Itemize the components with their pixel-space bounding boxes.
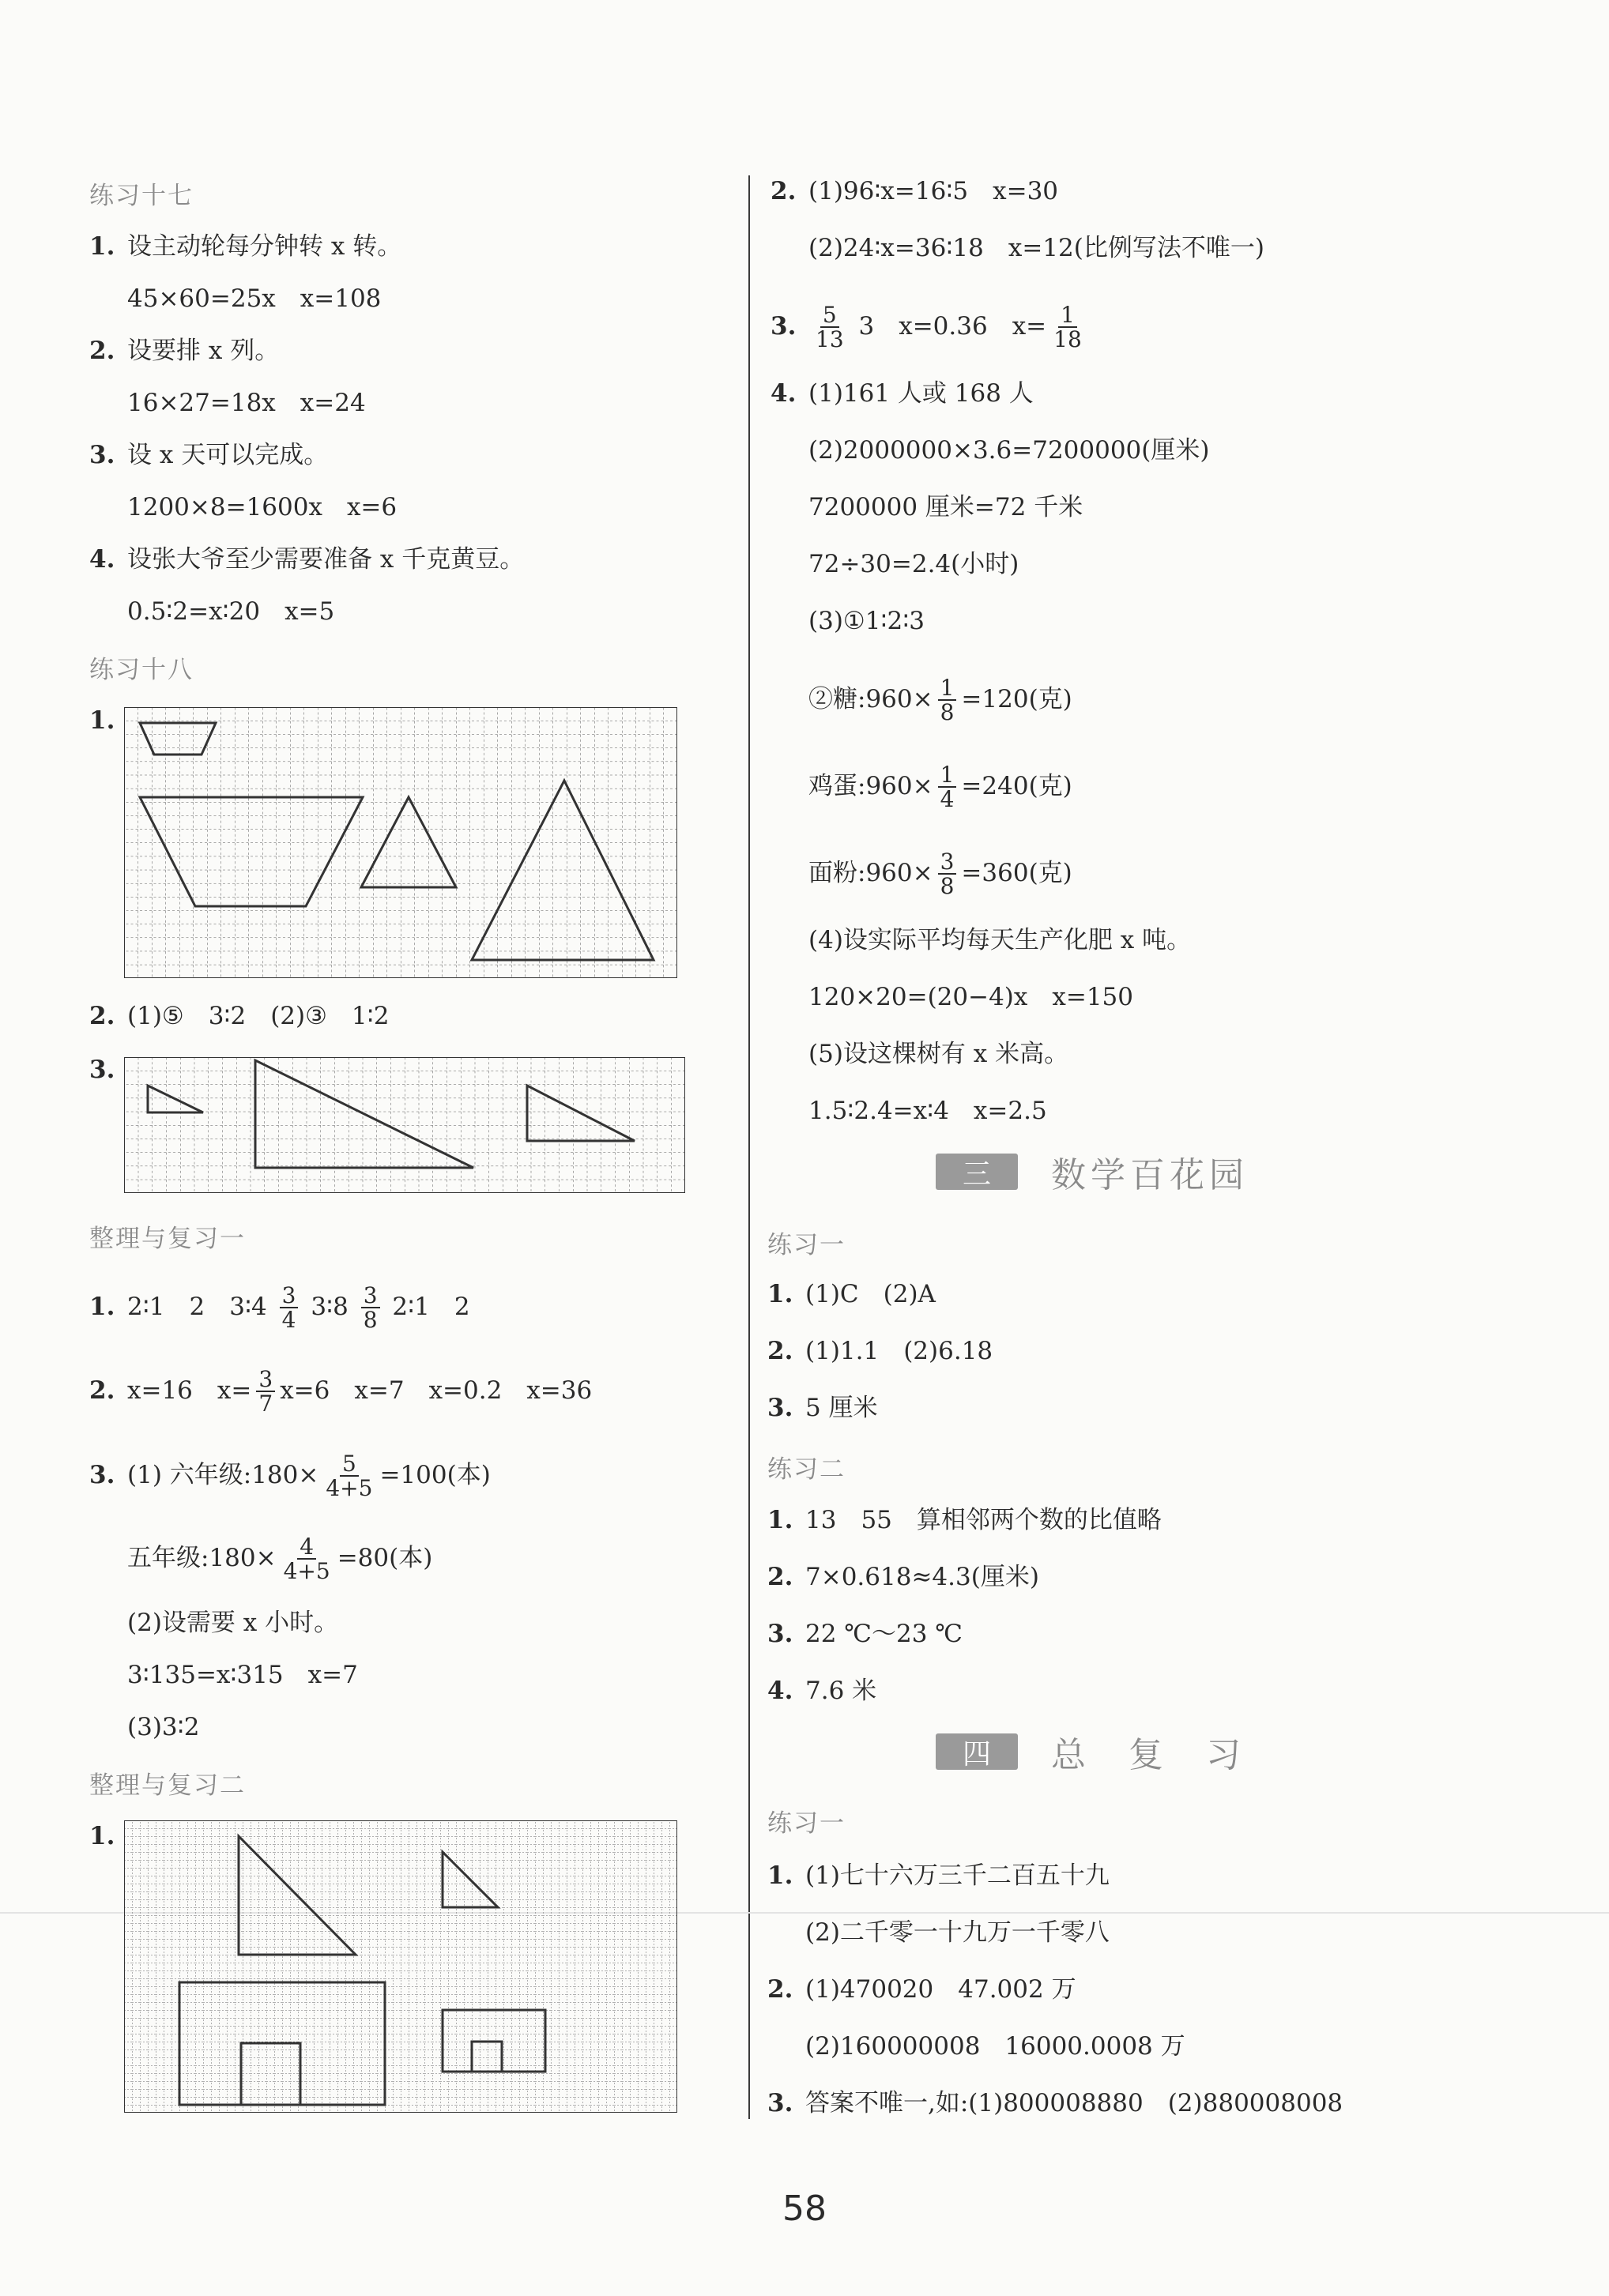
fraction: $\frac{1}{8}$ [938,676,957,725]
answer-line: 2. (1)470020 47.002 万 [767,1975,1076,2004]
fraction: $\frac{1}{4}$ [938,763,957,811]
answer-line: (5)设这棵树有 x 米高。 [808,1040,1069,1068]
answer-line: 1.5∶2.4=x∶4 x=2.5 [808,1097,1047,1125]
answer-line: 鸡蛋:960× $\frac{1}{4}$ =240(克) [808,762,1072,813]
chapter-number-badge: 三 [936,1154,1018,1190]
grid-figure-1 [124,707,677,978]
chapter-title: 总 复 习 [1051,1735,1257,1775]
answer-line: 面粉:960× $\frac{3}{8}$ =360(克) [808,849,1072,900]
chapter-number-badge: 四 [936,1733,1018,1770]
answer-line: 1. (1)七十六万三千二百五十九 [767,1861,1110,1890]
answer-line: 1. 设主动轮每分钟转 x 转。 [89,232,402,261]
answer-line: 3. (1) 六年级:180× $\frac{5}{4+5}$ =100(本) [89,1451,491,1502]
answer-line: 1. (1)C (2)A [767,1280,936,1308]
answer-line: 2. (1)1.1 (2)6.18 [767,1337,993,1365]
answer-line: (2)二千零一十九万一千零八 [805,1918,1110,1947]
question-number: 3. [89,1056,115,1084]
answer-line: (3)3∶2 [127,1713,200,1741]
section-title-review-2: 整理与复习二 [89,1771,246,1800]
chapter-heading-4 [936,1729,1257,1775]
grid-figure-3 [124,1057,685,1193]
answer-line: 1. 2∶1 2 3∶4 $\frac{3}{4}$ 3∶8 $\frac{3}{8}$ 2∶1 2 [89,1282,470,1334]
fraction: $\frac{5}{13}$ [816,302,844,353]
answer-line: 2. (1)⑤ 3∶2 (2)③ 1∶2 [89,1002,390,1030]
answer-line: 72÷30=2.4(小时) [808,550,1019,578]
answer-line: 1. 13 55 算相邻两个数的比值略 [767,1506,1162,1534]
section-title: 练习一 [767,1231,846,1259]
chapter-heading-3 [936,1149,1249,1195]
answer-line: 4. (1)161 人或 168 人 [771,379,1034,408]
answer-line: 2. x=16 x= $\frac{3}{7}$ x=6 x=7 x=0.2 x=36 [89,1366,593,1417]
page-number: 58 [782,2189,827,2229]
chapter-title: 数学百花园 [1051,1155,1249,1195]
answer-line: 3. $\frac{5}{13}$ 3 x=0.36 x= $\frac{1}{18}$ [771,303,1089,352]
answer-line: 3. 设 x 天可以完成。 [89,441,329,469]
answer-line: 3. 答案不唯一,如:(1)800008880 (2)880008008 [767,2089,1343,2117]
answer-line: 45×60=25x x=108 [127,284,382,313]
answer-line: (2)24∶x=36∶18 x=12(比例写法不唯一) [808,234,1264,262]
answer-line: 2. 设要排 x 列。 [89,337,280,365]
answer-line: 3. 5 厘米 [767,1394,878,1422]
answer-line: 16×27=18x x=24 [127,389,366,417]
answer-line: 2. 7×0.618≈4.3(厘米) [767,1563,1039,1591]
fraction: $\frac{4}{4+5}$ [283,1534,330,1585]
answer-line: (3)①1∶2∶3 [808,607,925,635]
fraction: $\frac{3}{7}$ [256,1368,275,1416]
section-title-review-1: 整理与复习一 [89,1225,246,1253]
answer-line: 120×20=(20−4)x x=150 [808,983,1134,1011]
answer-line: 3. 22 ℃～23 ℃ [767,1620,963,1648]
fraction: $\frac{3}{4}$ [280,1284,299,1332]
answer-line: 4. 7.6 米 [767,1677,877,1705]
fraction: $\frac{1}{18}$ [1053,302,1082,353]
section-title-exercise-18: 练习十八 [89,656,194,684]
answer-line: 五年级:180× $\frac{4}{4+5}$ =80(本) [127,1534,433,1585]
answer-line: (2)设需要 x 小时。 [127,1609,339,1637]
section-title-exercise-17: 练习十七 [89,182,194,210]
answer-line: (4)设实际平均每天生产化肥 x 吨。 [808,926,1192,954]
grid-figure-review [124,1820,677,2113]
fraction: $\frac{3}{8}$ [938,850,957,898]
question-number: 1. [89,706,115,735]
question-number: 1. [89,1822,115,1850]
answer-line: 2. (1)96∶x=16∶5 x=30 [771,177,1059,205]
fraction: $\frac{3}{8}$ [361,1284,380,1332]
answer-line: 0.5∶2=x∶20 x=5 [127,597,335,626]
section-title: 练习一 [767,1809,846,1838]
fraction: $\frac{5}{4+5}$ [326,1451,373,1502]
answer-line: 1200×8=1600x x=6 [127,493,398,521]
answer-line: (2)2000000×3.6=7200000(厘米) [808,436,1210,465]
answer-line: ②糖:960× $\frac{1}{8}$ =120(克) [808,675,1072,726]
answer-line: 3∶135=x∶315 x=7 [127,1661,358,1689]
answer-line: 4. 设张大爷至少需要准备 x 千克黄豆。 [89,545,525,574]
section-title: 练习二 [767,1455,846,1484]
answer-line: (2)160000008 16000.0008 万 [805,2032,1185,2061]
column-divider [748,175,750,2119]
answer-line: 7200000 厘米=72 千米 [808,493,1083,521]
